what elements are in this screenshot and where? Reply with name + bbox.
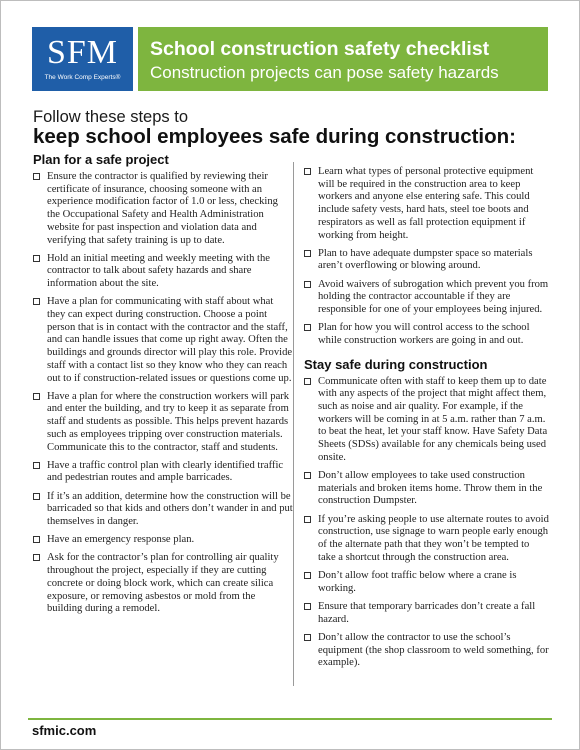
checkbox[interactable] bbox=[304, 603, 311, 610]
checklist-item-text: Don’t allow employees to take used construction materials and broken items home. Throw them in the construction Dumpster. bbox=[318, 470, 543, 507]
checklist-item bbox=[304, 166, 549, 242]
right-column bbox=[304, 166, 549, 675]
checkbox[interactable] bbox=[304, 250, 311, 257]
checkbox[interactable] bbox=[304, 168, 311, 175]
checklist-item-text: If you’re asking people to use alternate routes to avoid construction, use signage to warn people early enough of the alternate path that they won’t be tempted to take a shortcut through the construction area. bbox=[318, 513, 549, 563]
checklist-item bbox=[33, 296, 293, 385]
checkbox[interactable] bbox=[304, 572, 311, 579]
column-divider bbox=[293, 162, 294, 686]
checklist-item-text: Hold an initial meeting and weekly meeting with the contractor to talk about safety hazards and share information about the site. bbox=[47, 252, 271, 290]
checkbox[interactable] bbox=[304, 324, 311, 331]
checkbox[interactable] bbox=[33, 536, 40, 543]
checkbox[interactable] bbox=[33, 393, 40, 400]
checklist-item-text: Plan for how you will control access to the school while construction workers are going in and out. bbox=[318, 322, 530, 346]
checklist-item-text: Ensure that temporary barricades don’t create a fall hazard. bbox=[318, 600, 536, 625]
checklist-item-text: Communicate often with staff to keep them up to date with any aspects of the project that might affect them, such as noise and air quality. For example, if the workers will be coming in at 5 a.m. rather than 7 a.m. to beat the heat, let your staff know. Have Safety Data Sheets (SDSs) available for any chemicals being used onsite. bbox=[318, 375, 548, 463]
checklist-item-text: Have a plan for where the construction workers will park and enter the building, and try to keep it as separate from staff and students as possible. This helps prevent hazards such as employees tripping over construction materials. Communicate this to the contractor, staff and students. bbox=[47, 390, 290, 453]
checklist-item-text: Have an emergency response plan. bbox=[47, 534, 195, 546]
right-checklist-top bbox=[304, 166, 549, 348]
checklist-item bbox=[304, 470, 549, 508]
checklist-item bbox=[33, 460, 293, 485]
banner-subtitle: Construction projects can pose safety hazards bbox=[150, 63, 499, 82]
checklist-item bbox=[33, 552, 293, 616]
checklist-item bbox=[304, 514, 549, 565]
checklist-item-text: Have a plan for communicating with staff about what they can expect during construction. Choose a point person that is in contact with the contractor and the staff, and can handle issues that come up right away. Often the buildings and grounds director will play this role. Provide staff with a contact list so they know who they can reach out to if construction-related issues or questions come up. bbox=[47, 296, 293, 384]
checkbox[interactable] bbox=[33, 298, 40, 305]
footer-rule bbox=[28, 718, 552, 720]
checklist-item bbox=[33, 171, 293, 247]
checkbox[interactable] bbox=[304, 634, 311, 641]
checklist-item-text: Ask for the contractor’s plan for controlling air quality throughout the project, especially if they are cutting concrete or doing block work, which can create silica exposure, or removing asbestos or mold from the building during a remodel. bbox=[47, 552, 279, 615]
checklist-item bbox=[33, 534, 293, 547]
checklist-item-text: Have a traffic control plan with clearly identified traffic and pedestrian routes and ample barricades. bbox=[47, 459, 284, 484]
intro-line-2: keep school employees safe during construction: bbox=[33, 125, 517, 148]
checklist-item-text: Avoid waivers of subrogation which prevent you from holding the contractor accountable if they are responsible for one of your employees being injured. bbox=[318, 278, 549, 316]
section-heading-plan: Plan for a safe project bbox=[33, 152, 169, 167]
checklist-item bbox=[33, 253, 293, 291]
checklist-item-text: Ensure the contractor is qualified by reviewing their certificate of insurance, choosing someone with an experience modification factor of 1.0 or less, checking the Occupational Safety and Health Administration website for past inspection and violation data and verifying that safety training is up to date. bbox=[47, 171, 278, 246]
footer-url: sfmic.com bbox=[32, 723, 97, 738]
checklist-item bbox=[304, 322, 549, 347]
checklist-item bbox=[304, 570, 549, 595]
checkbox[interactable] bbox=[33, 493, 40, 500]
checklist-item-text: Don’t allow the contractor to use the school’s equipment (the shop classroom to weld something, for example). bbox=[318, 631, 549, 669]
checklist-item bbox=[33, 391, 293, 455]
checkbox[interactable] bbox=[33, 255, 40, 262]
checklist-item bbox=[33, 491, 293, 529]
checklist-item bbox=[304, 376, 549, 465]
left-column bbox=[33, 152, 293, 622]
checkbox[interactable] bbox=[33, 462, 40, 469]
logo-text: SFM bbox=[46, 34, 119, 71]
checklist-item bbox=[304, 279, 549, 317]
checkbox[interactable] bbox=[304, 516, 311, 523]
logo-tagline: The Work Comp Experts® bbox=[44, 74, 121, 81]
checkbox[interactable] bbox=[33, 554, 40, 561]
title-banner bbox=[138, 27, 548, 91]
checkbox[interactable] bbox=[33, 173, 40, 180]
sfm-logo bbox=[32, 27, 133, 91]
checkbox[interactable] bbox=[304, 472, 311, 479]
left-checklist bbox=[33, 171, 293, 616]
checklist-item bbox=[304, 601, 549, 626]
right-checklist-bottom bbox=[304, 376, 549, 670]
checkbox[interactable] bbox=[304, 281, 311, 288]
intro-line-1: Follow these steps to bbox=[33, 108, 188, 126]
checklist-item bbox=[304, 632, 549, 670]
section-heading-stay-safe: Stay safe during construction bbox=[304, 356, 488, 372]
checklist-item bbox=[304, 248, 549, 273]
checklist-item-text: Learn what types of personal protective equipment will be required in the construction area to keep workers and anyone else entering safe. This could include safety vests, hard hats, steel toe boots and respirators as well as fall protection equipment if working from height. bbox=[318, 166, 534, 241]
checklist-item-text: Don’t allow foot traffic below where a crane is working. bbox=[318, 569, 517, 594]
checklist-item-text: If it’s an addition, determine how the construction will be barricaded so that kids and others don’t wander in and put themselves in danger. bbox=[47, 490, 293, 528]
banner-title: School construction safety checklist bbox=[150, 38, 490, 60]
checkbox[interactable] bbox=[304, 378, 311, 385]
checklist-item-text: Plan to have adequate dumpster space so materials aren’t overflowing or blowing around. bbox=[318, 247, 533, 272]
